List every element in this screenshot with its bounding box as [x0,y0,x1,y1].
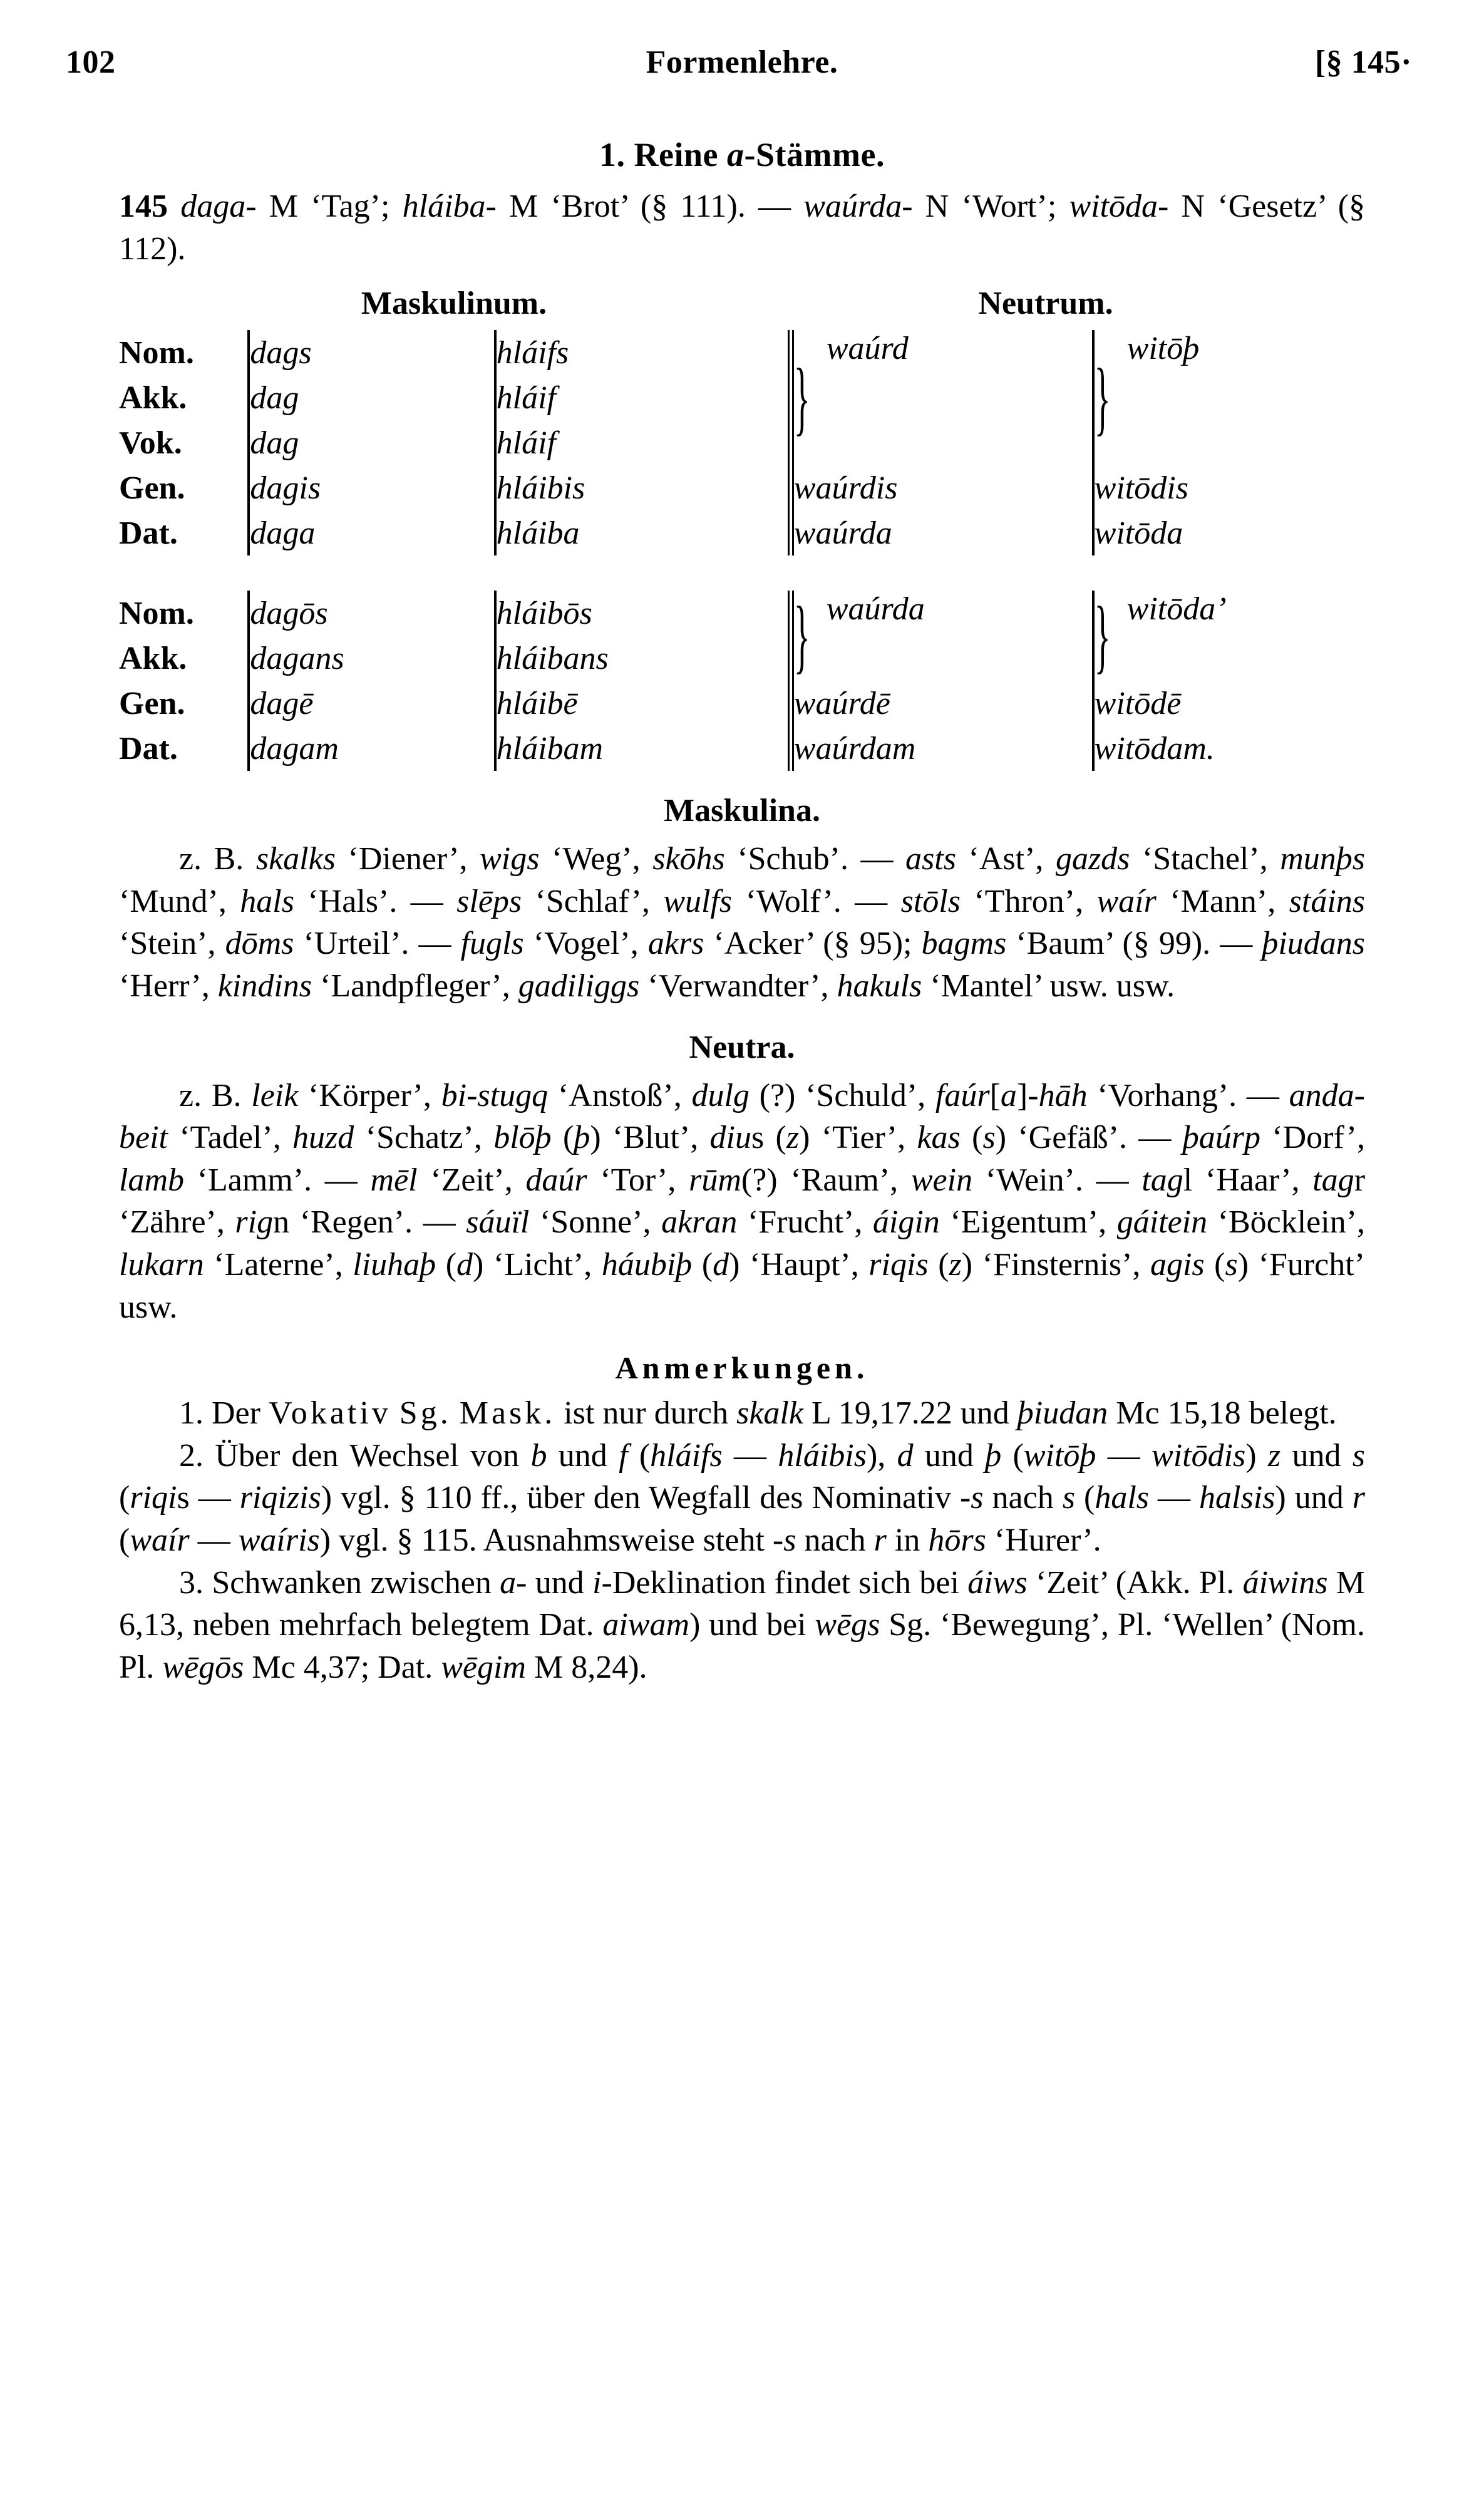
table-row [119,726,1365,771]
form-masc-daga: dag [249,420,495,465]
lead-paragraph [119,185,1365,270]
declension-table-wrapper [119,285,1365,771]
page-number: 102 [66,44,116,80]
case-label: Dat. [119,730,178,767]
form-neut-waurd: waúrdis [791,465,1093,510]
form-masc-daga: daga [249,510,495,555]
form-neut-witoda: witōdē [1093,681,1365,726]
form-neut-witoda: witōda’ [1126,591,1227,628]
form-neut-waurda: waúrdam [791,726,1093,771]
table-row [119,681,1365,726]
form-neut-waurda: waúrdē [791,681,1093,726]
page-content [66,0,1412,1688]
table-spacer-row [119,555,1365,591]
lead-text-1: M ‘Tag’; [256,189,403,224]
neutra-paragraph: z. B. leik ‘Körper’, bi-stugq ‘Anstoß’, dulg (?) ‘Schuld’, faúr[a]-hāh ‘Vorhang’. — anda-beit ‘Tadel’, huzd ‘Schatz’, blōþ (þ) ‘Blut’, dius (z) ‘Tier’, kas (s) ‘Gefäß’. — þaúrp ‘Dorf’, lamb ‘Lamm’. — mēl ‘Zeit’, daúr ‘Tor’, rūm(?) ‘Raum’, wein ‘Wein’. — tagl ‘Haar’, tagr ‘Zähre’, rign ‘Regen’. — sáuïl ‘Sonne’, akran ‘Frucht’, áigin ‘Eigentum’, gáitein ‘Böcklein’, lukarn ‘Laterne’, liuhaþ (d) ‘Licht’, háubiþ (d) ‘Haupt’, riqis (z) ‘Finsternis’, agis (s) ‘Furcht’ usw. [119,1077,1366,1325]
form-neut-witoth: witōda [1093,510,1365,555]
table-row [119,591,1365,636]
case-label: Nom. [119,595,194,631]
form-neut-witoda-braced [1093,591,1365,681]
form-masc-hlaiba: hláibam [495,726,791,771]
case-label: Nom. [119,334,194,371]
lead-text-5: N ‘Gesetz’ (§ 112). [119,189,1366,267]
form-neut-waurda-braced [791,591,1093,681]
section-heading-italic: a [727,136,745,173]
form-neut-waurd: waúrda [791,510,1093,555]
declension-column-headings [119,285,1365,330]
spacer-cell [791,555,1093,591]
case-label: Gen. [119,685,185,721]
section-heading [119,135,1365,174]
form-masc-daga: dagans [249,636,495,681]
form-neut-waurd: waúrd [826,331,909,367]
section-ref: [§ 145· [1314,44,1412,80]
form-masc-daga: dagis [249,465,495,510]
form-masc-daga: dag [249,375,495,420]
heading-masculine: Maskulinum. [361,286,547,322]
form-neut-witoth: witōdis [1093,465,1365,510]
form-masc-daga: dags [249,330,495,375]
case-label: Akk. [119,640,187,676]
form-masc-hlaiba: hláibis [495,465,791,510]
spacer-cell [249,555,495,591]
case-label: Akk. [119,380,187,416]
brace-icon: } [1094,351,1111,444]
brace-icon: } [793,589,810,682]
brace-icon: } [793,351,810,444]
case-label: Gen. [119,470,185,506]
table-row [119,510,1365,555]
form-neut-witoda: witōdam. [1093,726,1365,771]
spacer-cell [1093,555,1365,591]
anmerkung-3: 3. Schwanken zwischen a- und i-Deklination findet sich bei áiws ‘Zeit’ (Akk. Pl. áiwins M 6,13, neben mehrfach belegtem Dat. aiwam) und bei wēgs Sg. ‘Bewegung’, Pl. ‘Wellen’ (Nom. Pl. wēgōs Mc 4,37; Dat. wēgim M 8,24). [119,1564,1365,1685]
case-label: Vok. [119,425,182,461]
form-neut-waurda: waúrda [826,591,925,628]
lemma-waurda: waúrda- [803,189,913,224]
form-masc-daga: dagē [249,681,495,726]
spacer-cell [495,555,791,591]
lead-text-4: ‘Wort’; [961,189,1069,224]
page-title: Formenlehre. [646,44,838,80]
lemma-witoda: witōda- [1069,189,1169,224]
declension-table [119,330,1365,771]
anmerkungen-heading: Anmerkungen. [615,1350,869,1386]
lemma-daga: daga- [180,189,257,224]
brace-icon: } [1094,589,1111,682]
form-neut-witoth-braced [1093,330,1365,465]
lemma-hlaiba: hláiba- [402,189,497,224]
form-masc-daga: dagōs [249,591,495,636]
case-label: Dat. [119,515,178,551]
maskulina-paragraph: z. B. skalks ‘Diener’, wigs ‘Weg’, skōhs ‘Schub’. — asts ‘Ast’, gazds ‘Stachel’, munþs ‘Mund’, hals ‘Hals’. — slēps ‘Schlaf’, wulfs ‘Wolf’. — stōls ‘Thron’, waír ‘Mann’, stáins ‘Stein’, dōms ‘Urteil’. — fugls ‘Vogel’, akrs ‘Acker’ (§ 95); bagms ‘Baum’ (§ 99). — þiudans ‘Herr’, kindins ‘Landpfleger’, gadiliggs ‘Verwandter’, hakuls ‘Mantel’ usw. usw. [119,841,1366,1004]
form-masc-hlaiba: hláibē [495,681,791,726]
neutra-heading: Neutra. [689,1029,795,1065]
lead-text-3: N [912,189,949,224]
lead-text-2: M ‘Brot’ (§ 111). — [496,189,804,224]
form-masc-hlaiba: hláibōs [495,591,791,636]
section-heading-prefix: 1. Reine [599,136,728,173]
paragraph-number: 145 [119,189,168,224]
form-masc-daga: dagam [249,726,495,771]
spacer-cell [119,555,249,591]
running-head [66,44,1412,119]
maskulina-heading: Maskulina. [664,793,820,829]
section-heading-suffix: -Stämme. [744,136,885,173]
form-masc-hlaiba: hláifs [495,330,791,375]
form-masc-hlaiba: hláiba [495,510,791,555]
table-row [119,465,1365,510]
table-row [119,330,1365,375]
heading-neuter: Neutrum. [978,286,1113,322]
form-neut-witoth: witōþ [1126,331,1200,367]
anmerkung-2: 2. Über den Wechsel von b und f (hláifs — hláibis), d und þ (witōþ — witōdis) z und s (riqis — riqizis) vgl. § 110 ff., über den Wegfall des Nominativ -s nach s (hals — halsis) und r (waír — waíris) vgl. § 115. Ausnahmsweise steht -s nach r in hōrs ‘Hurer’. [119,1437,1366,1558]
form-masc-hlaiba: hláif [495,420,791,465]
form-masc-hlaiba: hláibans [495,636,791,681]
anmerkung-1: 1. Der Vokativ Sg. Mask. ist nur durch skalk L 19,17.22 und þiudan Mc 15,18 belegt. [179,1395,1337,1432]
form-masc-hlaiba: hláif [495,375,791,420]
form-neut-waurd-braced [791,330,1093,465]
